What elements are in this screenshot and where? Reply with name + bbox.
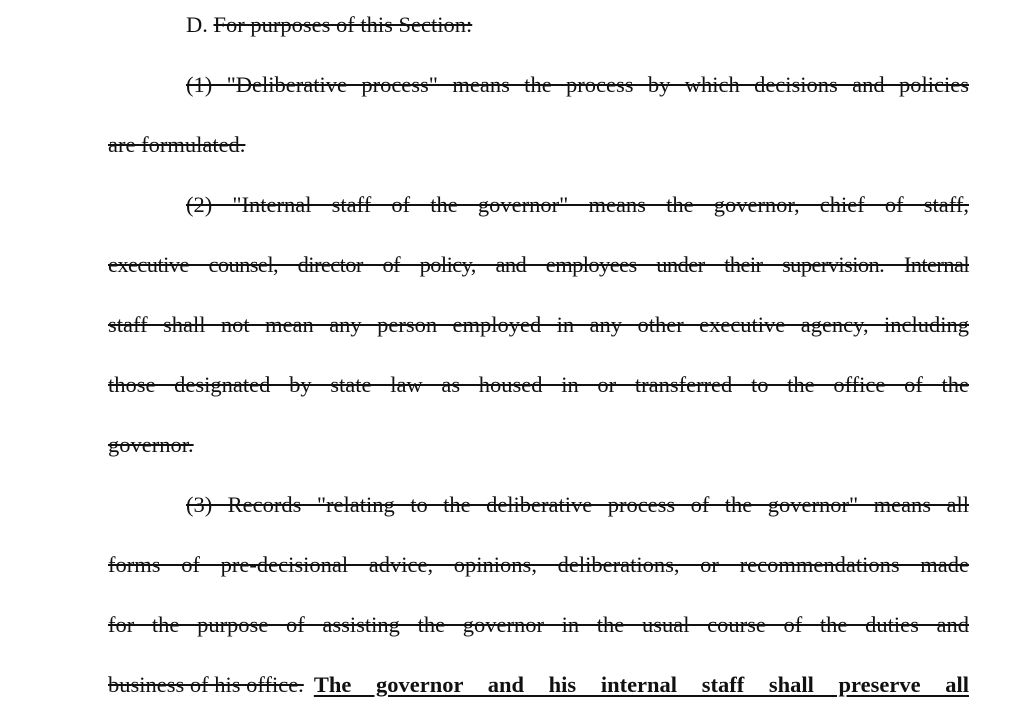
para1-line2: are formulated. [108, 132, 246, 157]
para1-line1: (1) "Deliberative process" means the process by which decisions and policies [186, 72, 969, 97]
para3-inserted-text: The governor and his internal staff shall preserve all [313, 672, 969, 697]
section-intro-deleted: For purposes of this Section: [213, 12, 473, 37]
para2-line5: governor. [108, 432, 194, 457]
para2-line3: staff shall not mean any person employed in any other executive agency, including [108, 312, 969, 337]
para3-line3: for the purpose of assisting the governor in the usual course of the duties and [108, 612, 969, 637]
para2-line2: executive counsel, director of policy, and employees under their supervision. Internal [108, 252, 969, 277]
section-heading [186, 10, 472, 40]
para3-deleted-tail: business of his office. [108, 672, 304, 697]
para3-line2: forms of pre-decisional advice, opinions, deliberations, or recommendations made [108, 552, 969, 577]
para3-line1: (3) Records "relating to the deliberative process of the governor" means all [186, 492, 969, 517]
section-label: D. [186, 12, 208, 37]
para2-line1: (2) "Internal staff of the governor" means the governor, chief of staff, [186, 192, 969, 217]
para2-line4: those designated by state law as housed in or transferred to the office of the [108, 372, 969, 397]
para3-line4 [108, 670, 969, 700]
